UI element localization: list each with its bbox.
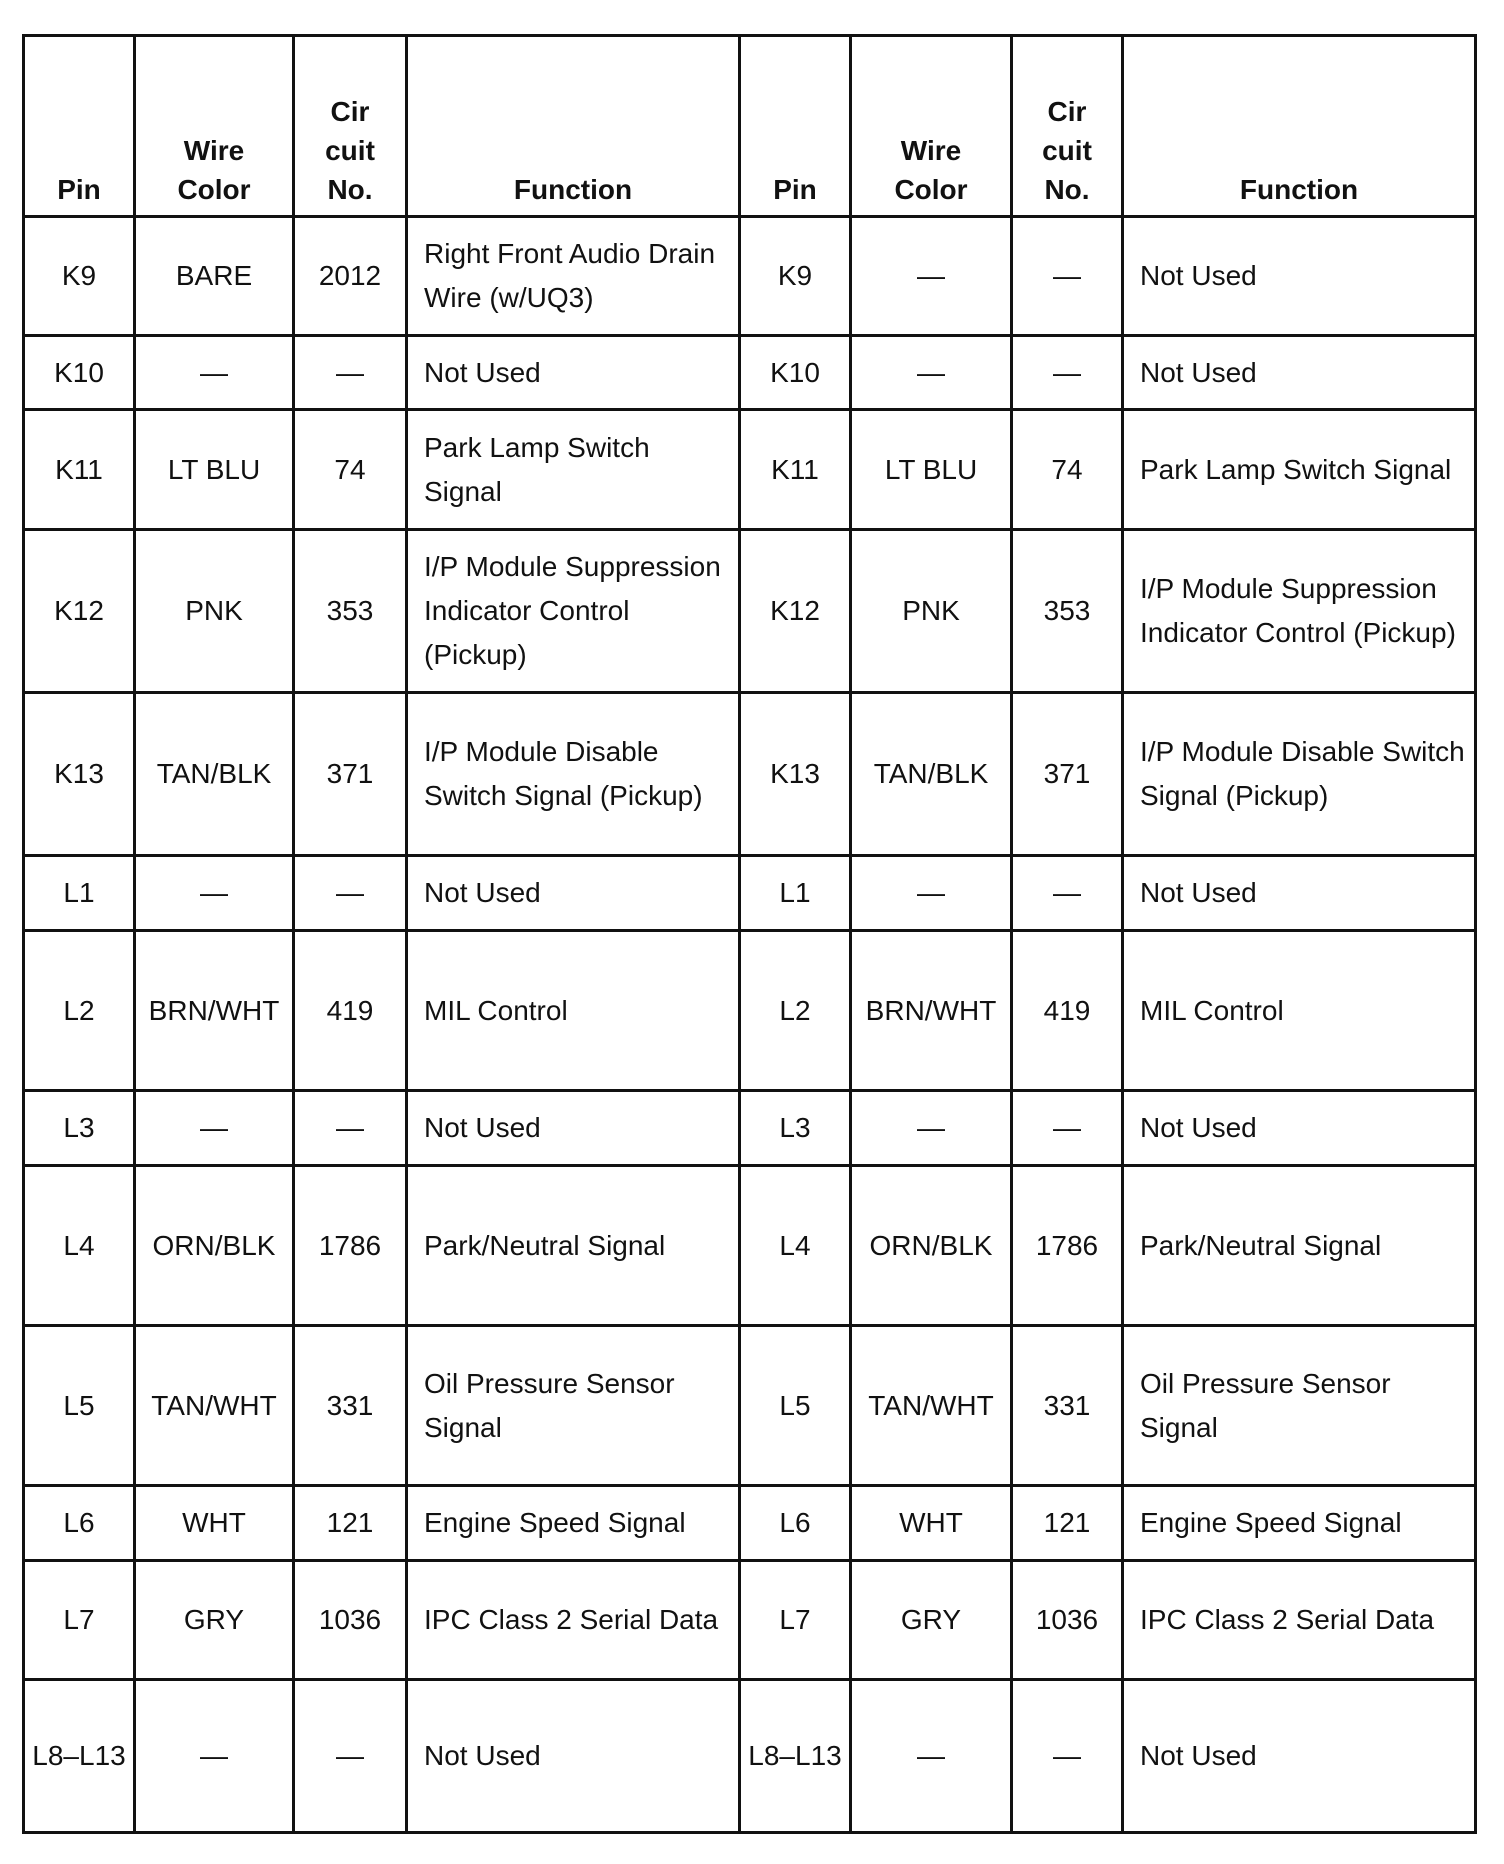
- circuit-number-cell-left: —: [294, 336, 407, 410]
- function-cell-right: MIL Control: [1123, 931, 1476, 1091]
- table-row: [24, 1486, 1476, 1561]
- circuit-number-cell-right: —: [1012, 1091, 1123, 1166]
- pin-cell-right: K10: [740, 336, 851, 410]
- circuit-number-cell-right: 331: [1012, 1326, 1123, 1486]
- header-wire-color-left: [135, 36, 294, 217]
- header-pin-left: [24, 36, 135, 217]
- function-cell-left: Not Used: [407, 856, 740, 931]
- pin-cell-left: K10: [24, 336, 135, 410]
- function-cell-right: Not Used: [1123, 856, 1476, 931]
- function-cell-right: Not Used: [1123, 1680, 1476, 1833]
- pin-cell-left: K11: [24, 410, 135, 530]
- circuit-number-cell-left: 74: [294, 410, 407, 530]
- circuit-number-cell-right: 121: [1012, 1486, 1123, 1561]
- wire-color-cell-left: BARE: [135, 217, 294, 336]
- table-row: [24, 410, 1476, 530]
- pin-cell-right: K13: [740, 693, 851, 856]
- pin-cell-right: L5: [740, 1326, 851, 1486]
- wire-color-cell-right: BRN/WHT: [851, 931, 1012, 1091]
- pin-cell-right: L3: [740, 1091, 851, 1166]
- header-pin-label: Pin: [57, 174, 101, 205]
- wire-color-cell-left: —: [135, 1680, 294, 1833]
- pin-cell-right: K11: [740, 410, 851, 530]
- function-cell-left: Park Lamp Switch Signal: [407, 410, 740, 530]
- connector-pinout-table: [22, 34, 1477, 1834]
- pin-cell-right: L4: [740, 1166, 851, 1326]
- function-cell-left: Park/Neutral Signal: [407, 1166, 740, 1326]
- circuit-number-cell-right: 419: [1012, 931, 1123, 1091]
- wire-color-cell-left: LT BLU: [135, 410, 294, 530]
- circuit-number-cell-left: —: [294, 1680, 407, 1833]
- wire-color-cell-left: PNK: [135, 530, 294, 693]
- circuit-number-cell-right: 74: [1012, 410, 1123, 530]
- function-cell-left: I/P Module Disable Switch Signal (Pickup): [407, 693, 740, 856]
- circuit-number-cell-left: —: [294, 856, 407, 931]
- wire-color-cell-left: TAN/BLK: [135, 693, 294, 856]
- function-cell-right: Park Lamp Switch Signal: [1123, 410, 1476, 530]
- wire-color-cell-right: —: [851, 336, 1012, 410]
- header-pin-right: [740, 36, 851, 217]
- pin-cell-left: L7: [24, 1561, 135, 1680]
- header-circuit-label-line1: Cir: [1047, 96, 1087, 127]
- circuit-number-cell-right: —: [1012, 336, 1123, 410]
- wire-color-cell-left: —: [135, 1091, 294, 1166]
- wire-color-cell-left: GRY: [135, 1561, 294, 1680]
- circuit-number-cell-left: 419: [294, 931, 407, 1091]
- function-cell-right: I/P Module Suppression Indicator Control (Pickup): [1123, 530, 1476, 693]
- wire-color-cell-left: BRN/WHT: [135, 931, 294, 1091]
- circuit-number-cell-right: 353: [1012, 530, 1123, 693]
- wire-color-cell-left: ORN/BLK: [135, 1166, 294, 1326]
- table-row: [24, 693, 1476, 856]
- header-wire-label-line2: Color: [177, 174, 251, 205]
- header-circuit-no-right: [1012, 36, 1123, 217]
- circuit-number-cell-left: 353: [294, 530, 407, 693]
- function-cell-right: Oil Pressure Sensor Signal: [1123, 1326, 1476, 1486]
- function-cell-left: MIL Control: [407, 931, 740, 1091]
- pin-cell-left: L5: [24, 1326, 135, 1486]
- header-circuit-label-line3: No.: [1044, 174, 1090, 205]
- wire-color-cell-right: —: [851, 1680, 1012, 1833]
- circuit-number-cell-left: 371: [294, 693, 407, 856]
- pin-cell-right: L2: [740, 931, 851, 1091]
- pin-cell-left: L2: [24, 931, 135, 1091]
- function-cell-left: Engine Speed Signal: [407, 1486, 740, 1561]
- function-cell-right: IPC Class 2 Serial Data: [1123, 1561, 1476, 1680]
- pin-cell-left: K12: [24, 530, 135, 693]
- header-function-right: [1123, 36, 1476, 217]
- pin-cell-left: K9: [24, 217, 135, 336]
- circuit-number-cell-right: 1786: [1012, 1166, 1123, 1326]
- circuit-number-cell-right: —: [1012, 1680, 1123, 1833]
- wire-color-cell-right: ORN/BLK: [851, 1166, 1012, 1326]
- wire-color-cell-right: —: [851, 1091, 1012, 1166]
- header-wire-label-line2: Color: [894, 174, 968, 205]
- table-row: [24, 1680, 1476, 1833]
- header-circuit-label-line3: No.: [327, 174, 373, 205]
- circuit-number-cell-right: 371: [1012, 693, 1123, 856]
- function-cell-right: I/P Module Disable Switch Signal (Pickup): [1123, 693, 1476, 856]
- wire-color-cell-left: WHT: [135, 1486, 294, 1561]
- circuit-number-cell-left: 1036: [294, 1561, 407, 1680]
- table-row: [24, 1561, 1476, 1680]
- table-row: [24, 217, 1476, 336]
- header-row: [24, 36, 1476, 217]
- circuit-number-cell-left: —: [294, 1091, 407, 1166]
- table-row: [24, 1326, 1476, 1486]
- function-cell-right: Park/Neutral Signal: [1123, 1166, 1476, 1326]
- pin-cell-right: L1: [740, 856, 851, 931]
- function-cell-left: Not Used: [407, 1091, 740, 1166]
- table-row: [24, 931, 1476, 1091]
- wire-color-cell-left: —: [135, 856, 294, 931]
- function-cell-left: Right Front Audio Drain Wire (w/UQ3): [407, 217, 740, 336]
- header-circuit-no-left: [294, 36, 407, 217]
- circuit-number-cell-right: 1036: [1012, 1561, 1123, 1680]
- pin-cell-left: K13: [24, 693, 135, 856]
- wire-color-cell-right: —: [851, 217, 1012, 336]
- function-cell-left: Not Used: [407, 336, 740, 410]
- header-pin-label: Pin: [773, 174, 817, 205]
- pin-cell-right: K12: [740, 530, 851, 693]
- wire-color-cell-right: TAN/WHT: [851, 1326, 1012, 1486]
- wire-color-cell-right: PNK: [851, 530, 1012, 693]
- pin-cell-right: L7: [740, 1561, 851, 1680]
- circuit-number-cell-right: —: [1012, 856, 1123, 931]
- circuit-number-cell-left: 1786: [294, 1166, 407, 1326]
- header-circuit-label-line2: cuit: [325, 135, 375, 166]
- header-wire-label-line1: Wire: [183, 135, 245, 166]
- function-cell-left: Not Used: [407, 1680, 740, 1833]
- wire-color-cell-left: TAN/WHT: [135, 1326, 294, 1486]
- header-circuit-label-line2: cuit: [1042, 135, 1092, 166]
- function-cell-right: Not Used: [1123, 217, 1476, 336]
- table-row: [24, 856, 1476, 931]
- pin-cell-left: L4: [24, 1166, 135, 1326]
- connector-pinout-table-container: [22, 34, 1477, 1834]
- wire-color-cell-right: LT BLU: [851, 410, 1012, 530]
- circuit-number-cell-left: 121: [294, 1486, 407, 1561]
- header-function-label: Function: [1239, 174, 1359, 205]
- wire-color-cell-right: —: [851, 856, 1012, 931]
- table-row: [24, 1166, 1476, 1326]
- pin-cell-left: L3: [24, 1091, 135, 1166]
- function-cell-right: Not Used: [1123, 336, 1476, 410]
- header-function-label: Function: [513, 174, 633, 205]
- table-row: [24, 336, 1476, 410]
- pin-cell-left: L1: [24, 856, 135, 931]
- header-wire-label-line1: Wire: [900, 135, 962, 166]
- header-wire-color-right: [851, 36, 1012, 217]
- table-row: [24, 530, 1476, 693]
- wire-color-cell-left: —: [135, 336, 294, 410]
- function-cell-left: Oil Pressure Sensor Signal: [407, 1326, 740, 1486]
- pin-rows: [24, 217, 1476, 1833]
- circuit-number-cell-left: 2012: [294, 217, 407, 336]
- header-circuit-label-line1: Cir: [330, 96, 370, 127]
- table-row: [24, 1091, 1476, 1166]
- function-cell-left: I/P Module Suppression Indicator Control (Pickup): [407, 530, 740, 693]
- function-cell-right: Not Used: [1123, 1091, 1476, 1166]
- pin-cell-right: L8–L13: [740, 1680, 851, 1833]
- function-cell-left: IPC Class 2 Serial Data: [407, 1561, 740, 1680]
- pin-cell-left: L8–L13: [24, 1680, 135, 1833]
- pin-cell-right: L6: [740, 1486, 851, 1561]
- pin-cell-left: L6: [24, 1486, 135, 1561]
- wire-color-cell-right: GRY: [851, 1561, 1012, 1680]
- header-function-left: [407, 36, 740, 217]
- circuit-number-cell-right: —: [1012, 217, 1123, 336]
- wire-color-cell-right: WHT: [851, 1486, 1012, 1561]
- wire-color-cell-right: TAN/BLK: [851, 693, 1012, 856]
- pin-cell-right: K9: [740, 217, 851, 336]
- function-cell-right: Engine Speed Signal: [1123, 1486, 1476, 1561]
- circuit-number-cell-left: 331: [294, 1326, 407, 1486]
